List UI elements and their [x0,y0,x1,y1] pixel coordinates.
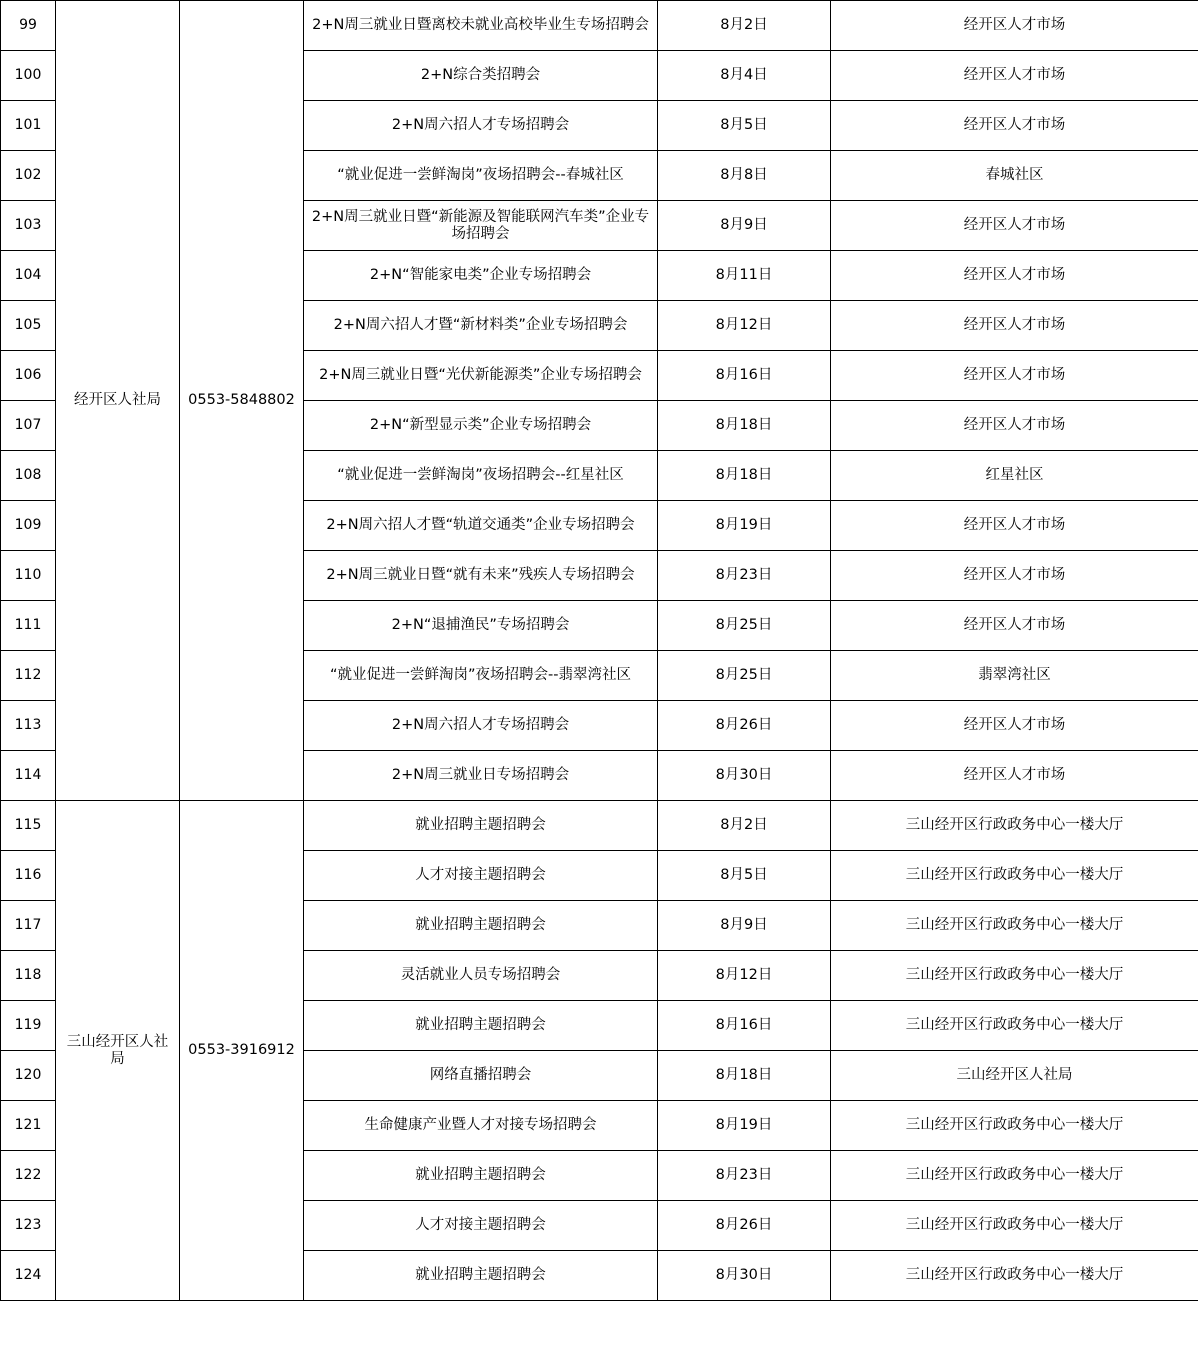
event-date-cell: 8月18日 [658,401,831,451]
event-title-cell: 就业招聘主题招聘会 [304,1001,658,1051]
event-date-cell: 8月2日 [658,801,831,851]
event-venue-cell: 三山经开区行政政务中心一楼大厅 [831,1151,1198,1201]
event-venue-cell: 经开区人才市场 [831,401,1198,451]
row-number-cell: 119 [1,1001,56,1051]
event-date-cell: 8月5日 [658,101,831,151]
event-date-cell: 8月4日 [658,51,831,101]
event-date-cell: 8月26日 [658,701,831,751]
table-row [1,801,1198,851]
row-number-cell: 108 [1,451,56,501]
event-title-cell: 生命健康产业暨人才对接专场招聘会 [304,1101,658,1151]
event-venue-cell: 经开区人才市场 [831,301,1198,351]
event-venue-cell: 经开区人才市场 [831,551,1198,601]
row-number-cell: 104 [1,251,56,301]
event-date-cell: 8月12日 [658,301,831,351]
row-number-cell: 112 [1,651,56,701]
row-number-cell: 105 [1,301,56,351]
event-date-cell: 8月26日 [658,1201,831,1251]
row-number-cell: 103 [1,201,56,251]
phone-cell: 0553-5848802 [180,1,304,801]
event-venue-cell: 三山经开区人社局 [831,1051,1198,1101]
row-number-cell: 110 [1,551,56,601]
event-date-cell: 8月16日 [658,1001,831,1051]
event-title-cell: “就业促进一尝鲜淘岗”夜场招聘会--红星社区 [304,451,658,501]
event-venue-cell: 经开区人才市场 [831,501,1198,551]
row-number-cell: 111 [1,601,56,651]
event-date-cell: 8月25日 [658,651,831,701]
row-number-cell: 121 [1,1101,56,1151]
event-title-cell: 2+N周三就业日暨“光伏新能源类”企业专场招聘会 [304,351,658,401]
event-venue-cell: 三山经开区行政政务中心一楼大厅 [831,951,1198,1001]
event-title-cell: 2+N周三就业日暨离校未就业高校毕业生专场招聘会 [304,1,658,51]
event-date-cell: 8月5日 [658,851,831,901]
row-number-cell: 100 [1,51,56,101]
event-date-cell: 8月8日 [658,151,831,201]
event-date-cell: 8月12日 [658,951,831,1001]
row-number-cell: 117 [1,901,56,951]
event-date-cell: 8月16日 [658,351,831,401]
event-date-cell: 8月18日 [658,1051,831,1101]
event-venue-cell: 经开区人才市场 [831,51,1198,101]
event-date-cell: 8月19日 [658,501,831,551]
event-title-cell: 就业招聘主题招聘会 [304,801,658,851]
event-date-cell: 8月30日 [658,751,831,801]
event-title-cell: 就业招聘主题招聘会 [304,1251,658,1301]
event-title-cell: 人才对接主题招聘会 [304,851,658,901]
row-number-cell: 122 [1,1151,56,1201]
event-venue-cell: 经开区人才市场 [831,351,1198,401]
event-venue-cell: 经开区人才市场 [831,601,1198,651]
department-cell: 三山经开区人社局 [56,801,180,1301]
event-title-cell: 2+N周三就业日暨“就有未来”残疾人专场招聘会 [304,551,658,601]
event-date-cell: 8月2日 [658,1,831,51]
event-venue-cell: 三山经开区行政政务中心一楼大厅 [831,851,1198,901]
event-date-cell: 8月23日 [658,551,831,601]
event-venue-cell: 经开区人才市场 [831,701,1198,751]
table-row [1,1,1198,51]
event-title-cell: “就业促进一尝鲜淘岗”夜场招聘会--翡翠湾社区 [304,651,658,701]
event-title-cell: 2+N周六招人才暨“轨道交通类”企业专场招聘会 [304,501,658,551]
row-number-cell: 115 [1,801,56,851]
event-title-cell: 2+N“退捕渔民”专场招聘会 [304,601,658,651]
event-venue-cell: 经开区人才市场 [831,201,1198,251]
event-title-cell: 2+N周三就业日专场招聘会 [304,751,658,801]
row-number-cell: 113 [1,701,56,751]
row-number-cell: 102 [1,151,56,201]
event-title-cell: 就业招聘主题招聘会 [304,901,658,951]
row-number-cell: 101 [1,101,56,151]
event-title-cell: 2+N周三就业日暨“新能源及智能联网汽车类”企业专场招聘会 [304,201,658,251]
event-date-cell: 8月23日 [658,1151,831,1201]
table-body [1,1,1198,1301]
event-venue-cell: 三山经开区行政政务中心一楼大厅 [831,1251,1198,1301]
row-number-cell: 123 [1,1201,56,1251]
row-number-cell: 106 [1,351,56,401]
event-venue-cell: 三山经开区行政政务中心一楼大厅 [831,1101,1198,1151]
event-venue-cell: 三山经开区行政政务中心一楼大厅 [831,801,1198,851]
event-title-cell: 人才对接主题招聘会 [304,1201,658,1251]
event-title-cell: 2+N“智能家电类”企业专场招聘会 [304,251,658,301]
row-number-cell: 124 [1,1251,56,1301]
event-venue-cell: 春城社区 [831,151,1198,201]
event-venue-cell: 三山经开区行政政务中心一楼大厅 [831,1001,1198,1051]
event-title-cell: 2+N综合类招聘会 [304,51,658,101]
row-number-cell: 118 [1,951,56,1001]
event-venue-cell: 翡翠湾社区 [831,651,1198,701]
row-number-cell: 114 [1,751,56,801]
event-date-cell: 8月30日 [658,1251,831,1301]
row-number-cell: 99 [1,1,56,51]
event-title-cell: 2+N“新型显示类”企业专场招聘会 [304,401,658,451]
event-venue-cell: 经开区人才市场 [831,751,1198,801]
event-venue-cell: 经开区人才市场 [831,251,1198,301]
event-title-cell: 网络直播招聘会 [304,1051,658,1101]
event-venue-cell: 三山经开区行政政务中心一楼大厅 [831,901,1198,951]
event-title-cell: 灵活就业人员专场招聘会 [304,951,658,1001]
event-venue-cell: 三山经开区行政政务中心一楼大厅 [831,1201,1198,1251]
event-date-cell: 8月25日 [658,601,831,651]
event-date-cell: 8月19日 [658,1101,831,1151]
event-date-cell: 8月11日 [658,251,831,301]
event-date-cell: 8月9日 [658,901,831,951]
event-venue-cell: 经开区人才市场 [831,1,1198,51]
row-number-cell: 109 [1,501,56,551]
event-venue-cell: 红星社区 [831,451,1198,501]
row-number-cell: 120 [1,1051,56,1101]
event-title-cell: “就业促进一尝鲜淘岗”夜场招聘会--春城社区 [304,151,658,201]
event-title-cell: 2+N周六招人才暨“新材料类”企业专场招聘会 [304,301,658,351]
event-title-cell: 2+N周六招人才专场招聘会 [304,701,658,751]
phone-cell: 0553-3916912 [180,801,304,1301]
event-date-cell: 8月18日 [658,451,831,501]
event-date-cell: 8月9日 [658,201,831,251]
event-title-cell: 2+N周六招人才专场招聘会 [304,101,658,151]
row-number-cell: 116 [1,851,56,901]
event-venue-cell: 经开区人才市场 [831,101,1198,151]
row-number-cell: 107 [1,401,56,451]
department-cell: 经开区人社局 [56,1,180,801]
event-title-cell: 就业招聘主题招聘会 [304,1151,658,1201]
